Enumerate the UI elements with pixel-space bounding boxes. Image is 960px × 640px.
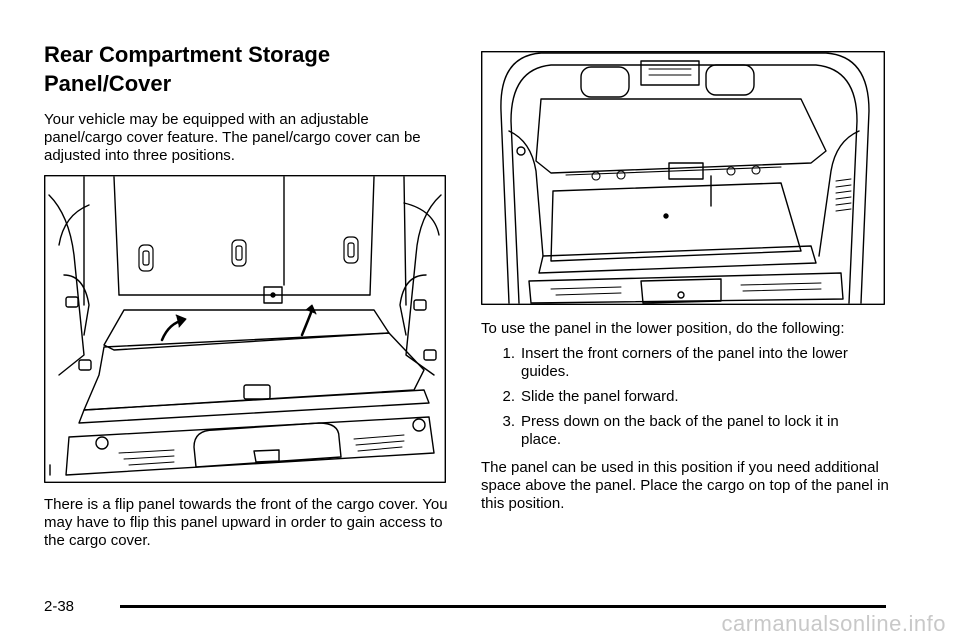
list-item: [481, 345, 901, 381]
closing-paragraph: The panel can be used in this position if you need additional space above the panel. Place the cargo on top of the panel in this position.: [481, 459, 889, 512]
lower-position-intro: To use the panel in the lower position, do the following:: [481, 320, 845, 337]
list-item: [481, 413, 901, 449]
step-text: Slide the panel forward.: [521, 388, 679, 405]
lower-position-illustration: [481, 51, 885, 305]
intro-paragraph: Your vehicle may be equipped with an adjustable panel/cargo cover feature. The panel/cargo cover can be adjusted into three positions.: [44, 111, 421, 164]
step-text: Press down on the back of the panel to lock it in place.: [521, 413, 839, 448]
watermark: carmanualsonline.info: [721, 611, 946, 636]
step-text: Insert the front corners of the panel into the lower guides.: [521, 345, 848, 380]
list-item: [481, 388, 901, 406]
cargo-cover-illustration: [44, 175, 446, 483]
section-title: Rear Compartment Storage Panel/Cover: [44, 42, 331, 96]
page-number: 2-38: [44, 598, 75, 615]
step-number: 3.: [502, 413, 515, 430]
step-number: 2.: [502, 388, 515, 405]
footer-divider: [120, 605, 886, 608]
step-number: 1.: [502, 345, 515, 362]
flip-panel-paragraph: There is a flip panel towards the front of the cargo cover. You may have to flip this panel upward in order to gain access to the cargo cover.: [44, 496, 448, 549]
steps-list: [481, 345, 901, 456]
